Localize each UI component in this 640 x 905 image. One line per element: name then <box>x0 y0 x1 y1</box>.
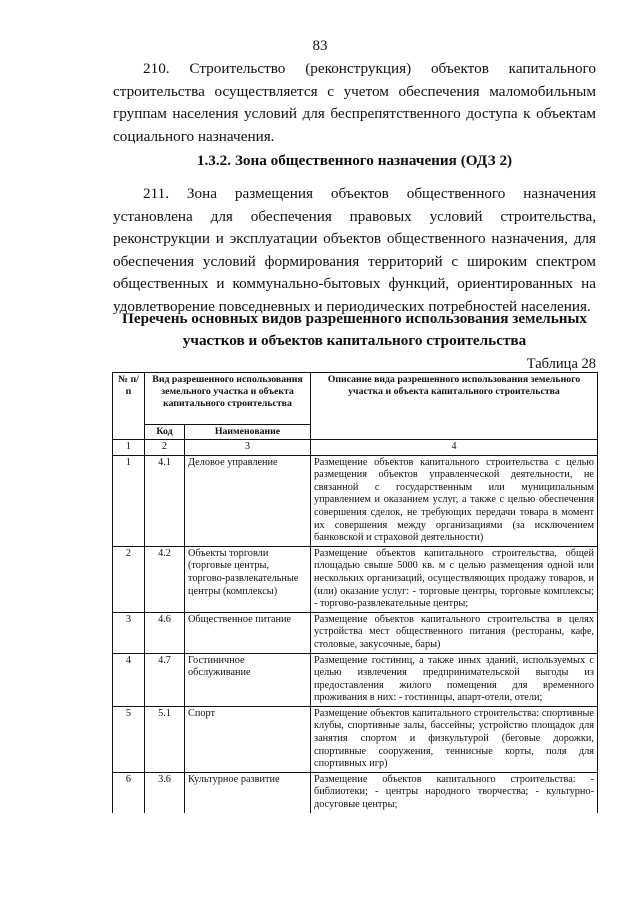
permitted-use-table <box>112 372 598 813</box>
table-row <box>113 706 598 772</box>
row-name: Деловое управление <box>185 455 311 546</box>
row-description: Размещение объектов капитального строительства: спортивные клубы, спортивные залы, бассейны; устройство площадок для занятия спортом и физкультурой (беговые дорожки, спортивные сооружения, теннисные корты, поля для спортивных игр) <box>311 706 598 772</box>
row-name: Общественное питание <box>185 612 311 653</box>
paragraph-211-line: реконструкции и эксплуатации объектов общественного назначения, для <box>113 230 596 247</box>
header-description: Описание вида разрешенного использования земельного участка и объекта капитального строительства <box>311 373 598 440</box>
row-number: 3 <box>113 612 145 653</box>
row-description: Размещение объектов капитального строительства в целях устройства мест общественного питания (рестораны, кафе, столовые, закусочные, бары) <box>311 612 598 653</box>
row-name: Гостиничное обслуживание <box>185 653 311 706</box>
column-number-cell: 3 <box>185 440 311 456</box>
paragraph-210-line: группам населения условий для беспрепятственного доступа к объектам <box>113 105 596 122</box>
row-name: Объекты торговли (торговые центры, торгово-развлекательные центры (комплексы) <box>185 546 311 612</box>
paragraph-211-line: обеспечения условий формирования территорий с широким спектром <box>113 252 596 270</box>
row-name: Спорт <box>185 706 311 772</box>
row-number: 5 <box>113 706 145 772</box>
row-number: 4 <box>113 653 145 706</box>
table-row <box>113 546 598 612</box>
paragraph-211-line: удовлетворение повседневных и периодических потребностей населения. <box>113 297 591 315</box>
list-heading-line: участков и объектов капитального строительства <box>182 332 527 349</box>
section-heading: 1.3.2. Зона общественного назначения (ОДЗ 2) <box>196 152 513 169</box>
paragraph-211 <box>113 183 596 318</box>
header-name: Наименование <box>185 425 311 440</box>
paragraph-210-line: строительства осуществляется с учетом обеспечения маломобильным <box>113 82 596 100</box>
header-code: Код <box>145 425 185 440</box>
row-number: 6 <box>113 772 145 812</box>
row-code: 5.1 <box>145 706 185 772</box>
column-number-cell: 4 <box>311 440 598 456</box>
table-row <box>113 772 598 812</box>
header-number: № п/п <box>113 373 145 440</box>
column-number-cell: 2 <box>145 440 185 456</box>
row-code: 4.1 <box>145 455 185 546</box>
column-number-cell: 1 <box>113 440 145 456</box>
row-code: 4.7 <box>145 653 185 706</box>
paragraph-210-line: 210. Строительство (реконструкция) объектов капитального <box>143 60 596 77</box>
row-code: 3.6 <box>145 772 185 812</box>
row-number: 1 <box>113 455 145 546</box>
paragraph-211-line: общественных и коммунально-бытовых функций, ориентированных на <box>113 275 596 292</box>
list-heading-line: Перечень основных видов разрешенного использования земельных <box>122 310 587 327</box>
list-heading <box>113 308 596 352</box>
row-description: Размещение объектов капитального строительства, общей площадью свыше 5000 кв. м с целью размещения одной или нескольких организаций, осуществляющих продажу товаров, и (или) оказание услуг: - торговые центры, торговые комплексы; - торгово-развлекательные центры; <box>311 546 598 612</box>
table-caption: Таблица 28 <box>526 356 596 372</box>
row-description: Размещение объектов капитального строительства: - библиотеки; - центры народного творчества; - культурно-досуговые центры; <box>311 772 598 812</box>
paragraph-210 <box>113 58 596 148</box>
row-code: 4.6 <box>145 612 185 653</box>
paragraph-210-line: социального назначения. <box>113 127 275 145</box>
table-row <box>113 653 598 706</box>
row-code: 4.2 <box>145 546 185 612</box>
row-description: Размещение объектов капитального строительства с целью размещения объектов управленческой деятельности, не связанной с государственным или муниципальным управлением и оказанием услуг, а также с целью обеспечения совершения сделок, не требующих передачи товара в момент их совершения между организациями (за исключением банковской и страховой деятельности) <box>311 455 598 546</box>
table-row <box>113 455 598 546</box>
row-number: 2 <box>113 546 145 612</box>
table-row <box>113 612 598 653</box>
page-number: 83 <box>312 38 328 54</box>
header-kind: Вид разрешенного использования земельного участка и объекта капитального строительства <box>145 373 311 425</box>
row-description: Размещение гостиниц, а также иных зданий, используемых с целью извлечения предпринимательской выгоды из предоставления жилого помещения для временного проживания в них: - гостиницы, апарт-отели, отели; <box>311 653 598 706</box>
paragraph-211-line: установлена для обеспечения правовых условий строительства, <box>113 207 596 225</box>
row-name: Культурное развитие <box>185 772 311 812</box>
paragraph-211-line: 211. Зона размещения объектов общественного назначения <box>143 185 596 202</box>
